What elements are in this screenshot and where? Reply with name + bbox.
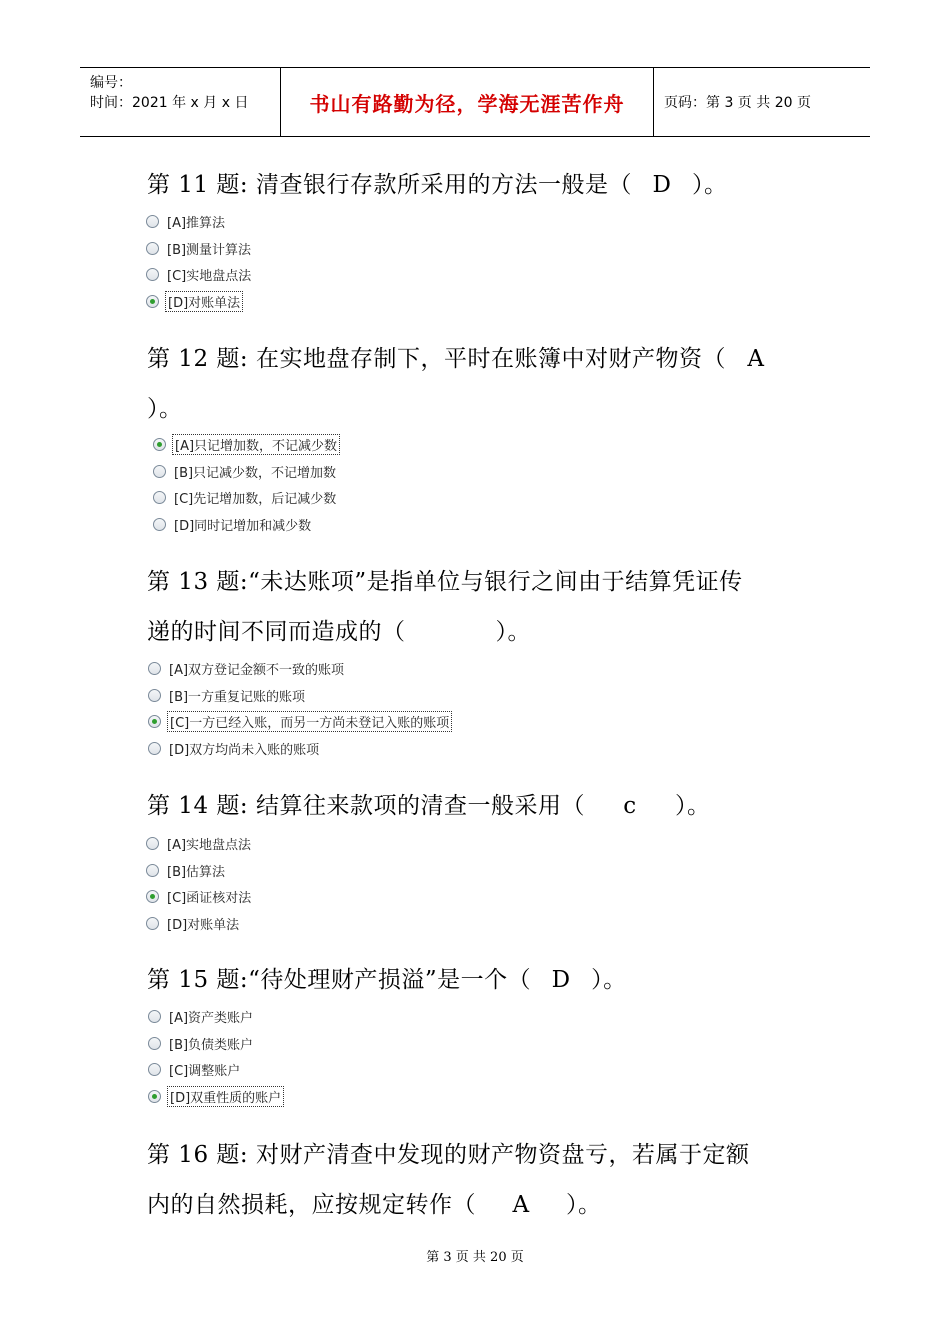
- radio-icon[interactable]: [153, 465, 166, 478]
- options-11: [146, 208, 253, 315]
- question-text-line2: 递的时间不同而造成的（: [147, 619, 406, 645]
- option-15-d[interactable]: [148, 1083, 284, 1110]
- option-label: [A]资产类账户: [169, 1010, 254, 1026]
- radio-icon[interactable]: [146, 242, 159, 255]
- question-text: 第 16 题: 对财产清查中发现的财产物资盘亏，若属于定额: [147, 1142, 750, 1168]
- question-answer: D: [551, 967, 571, 993]
- option-13-d[interactable]: [148, 735, 452, 762]
- question-answer: A: [512, 1192, 530, 1218]
- option-14-a[interactable]: [146, 830, 253, 857]
- question-15: [147, 955, 807, 1005]
- option-label: [A]只记增加数，不记减少数: [172, 434, 340, 455]
- question-text: 第 11 题: 清查银行存款所采用的方法一般是（: [147, 172, 632, 198]
- radio-selected-icon[interactable]: [146, 890, 159, 903]
- option-label: [A]双方登记金额不一致的账项: [169, 662, 345, 678]
- option-label: [C]调整账户: [169, 1064, 241, 1080]
- question-11: [147, 160, 807, 210]
- option-13-c[interactable]: [148, 708, 452, 735]
- radio-selected-icon[interactable]: [153, 438, 166, 451]
- question-16: [147, 1130, 807, 1230]
- option-13-b[interactable]: [148, 682, 452, 709]
- option-label: [D]对账单法: [167, 917, 240, 933]
- question-12: [147, 334, 807, 434]
- page-header: [80, 67, 870, 137]
- radio-selected-icon[interactable]: [148, 715, 161, 728]
- radio-icon[interactable]: [148, 689, 161, 702]
- radio-icon[interactable]: [146, 864, 159, 877]
- option-12-a[interactable]: [153, 431, 340, 458]
- option-11-b[interactable]: [146, 235, 253, 262]
- option-15-c[interactable]: [148, 1056, 284, 1083]
- radio-selected-icon[interactable]: [146, 295, 159, 308]
- header-motto-cell: [281, 68, 654, 136]
- question-close: ）。: [566, 1192, 602, 1218]
- option-label: [C]一方已经入账，而另一方尚未登记入账的账项: [167, 711, 452, 732]
- question-close: ）。: [147, 396, 183, 422]
- option-12-b[interactable]: [153, 458, 340, 485]
- code-label: 编号：: [90, 75, 132, 91]
- question-close: ）。: [674, 793, 711, 819]
- radio-icon[interactable]: [146, 917, 159, 930]
- option-label: [B]负债类账户: [169, 1037, 254, 1053]
- radio-icon[interactable]: [146, 215, 159, 228]
- options-14: [146, 830, 253, 937]
- option-label: [A]推算法: [167, 215, 226, 231]
- option-14-d[interactable]: [146, 910, 253, 937]
- radio-icon[interactable]: [148, 1063, 161, 1076]
- radio-icon[interactable]: [153, 518, 166, 531]
- header-page-cell: [654, 68, 870, 136]
- option-label: [C]先记增加数，后记减少数: [174, 492, 337, 508]
- radio-icon[interactable]: [146, 837, 159, 850]
- option-11-c[interactable]: [146, 261, 253, 288]
- page-number-label: 页码：第 3 页 共 20 页: [664, 95, 811, 111]
- question-text-line2: 内的自然损耗，应按规定转作（: [147, 1192, 476, 1218]
- question-close: ）。: [591, 967, 627, 993]
- radio-icon[interactable]: [148, 742, 161, 755]
- radio-icon[interactable]: [148, 1010, 161, 1023]
- option-15-b[interactable]: [148, 1030, 284, 1057]
- options-15: [148, 1003, 284, 1110]
- question-answer: A: [747, 346, 765, 372]
- question-text: 第 13 题:“未达账项”是指单位与银行之间由于结算凭证传: [147, 569, 743, 595]
- question-close: ）。: [495, 619, 531, 645]
- option-13-a[interactable]: [148, 655, 452, 682]
- question-close: ）。: [691, 172, 728, 198]
- motto: 书山有路勤为径，学海无涯苦作舟: [309, 91, 625, 116]
- option-label: [A]实地盘点法: [167, 837, 252, 853]
- question-text: 第 12 题: 在实地盘存制下，平时在账簿中对财产物资（: [147, 346, 726, 372]
- question-text: 第 14 题: 结算往来款项的清查一般采用（: [147, 793, 585, 819]
- option-12-d[interactable]: [153, 511, 340, 538]
- option-11-a[interactable]: [146, 208, 253, 235]
- options-13: [148, 655, 452, 762]
- option-label: [D]双方均尚未入账的账项: [169, 742, 320, 758]
- radio-icon[interactable]: [148, 1037, 161, 1050]
- option-label: [D]同时记增加和减少数: [174, 518, 312, 534]
- question-14: [147, 781, 807, 831]
- radio-icon[interactable]: [148, 662, 161, 675]
- radio-icon[interactable]: [146, 268, 159, 281]
- page-footer: 第 3 页 共 20 页: [426, 1250, 524, 1265]
- option-label: [B]测量计算法: [167, 242, 252, 258]
- option-11-d[interactable]: [146, 288, 253, 315]
- radio-selected-icon[interactable]: [148, 1090, 161, 1103]
- question-answer: c: [623, 793, 637, 819]
- question-answer: D: [652, 172, 672, 198]
- option-label: [C]实地盘点法: [167, 269, 252, 285]
- option-label: [D]双重性质的账户: [167, 1086, 284, 1107]
- option-15-a[interactable]: [148, 1003, 284, 1030]
- option-label: [B]只记减少数，不记增加数: [174, 465, 337, 481]
- question-13: [147, 557, 807, 657]
- option-label: [D]对账单法: [165, 291, 243, 312]
- option-12-c[interactable]: [153, 484, 340, 511]
- header-meta: [80, 68, 281, 136]
- option-14-b[interactable]: [146, 857, 253, 884]
- option-label: [B]一方重复记账的账项: [169, 689, 306, 705]
- option-label: [B]估算法: [167, 864, 226, 880]
- time-label: 时间：2021 年 x 月 x 日: [90, 95, 249, 111]
- radio-icon[interactable]: [153, 491, 166, 504]
- option-14-c[interactable]: [146, 883, 253, 910]
- option-label: [C]函证核对法: [167, 891, 252, 907]
- question-text: 第 15 题:“待处理财产损溢”是一个（: [147, 967, 532, 993]
- options-12: [153, 431, 340, 538]
